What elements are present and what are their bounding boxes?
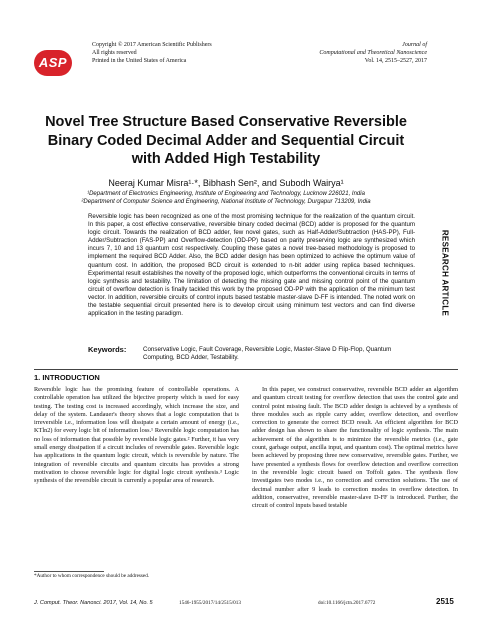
- footer-issn: 1546-1955/2017/14/2515/013: [179, 600, 241, 606]
- keywords: Conservative Logic, Fault Coverage, Reversible Logic, Master-Slave D Flip-Flop, Quantum Computing, BCD Adder, Testability.: [143, 346, 392, 361]
- footnote-divider: [34, 571, 104, 572]
- copyright-line: Copyright © 2017 American Scientific Publishers: [92, 42, 212, 48]
- keywords-label: Keywords:: [88, 345, 127, 354]
- right-column: [252, 386, 458, 510]
- divider: [34, 369, 458, 370]
- footnote: *Author to whom correspondence should be addressed.: [34, 573, 150, 579]
- copyright-block: [92, 41, 212, 65]
- journal-volume: Vol. 14, 2515–2527, 2017: [364, 58, 427, 64]
- journal-name-line2: Computational and Theoretical Nanoscience: [319, 50, 427, 56]
- abstract: Reversible logic has been recognized as one of the most promising technique for the realization of the quantum circuit. In this paper, a cost effective conservative, reversible binary coded decimal (BCD) adder is proposed for the quantum logic circuit. Towards the realization of BCD adder, few novel gates, such as Half-Adder/Subtraction (HAS-PP), Full-Adder/Subtraction (FAS-PP) and Overflow-detection (OD-PP) based on parity preserving logic are synthesized which incurs 7, 10 and 13 quantum cost respectively. Coupling these gates a novel tree-based methodology is proposed to implement the required BCD Adder. Also, the BCD adder design has been optimized to achieve the optimum value of quantum cost. In addition, the proposed BCD circuit is extended to n-bit adder using replica based techniques. Experimental result establishes the novelty of the proposed logic, which outperforms the conventional circuits in terms of logic synthesis and testability. The limitation of detecting the missing gate and missing control point of the quantum circuit of overflow detection is finally tackled this work by the proposed OD-PP with the application of the minimum test vector. In addition, reversible circuits of control inputs based testable master-slave D-FF is intended. The noted work on the testable sequential circuit presented here is to develop circuit using minimum test vectors and can find diverse application in the testing paradigm.: [88, 213, 415, 318]
- footer-citation: J. Comput. Theor. Nanosci. 2017, Vol. 14, No. 5: [34, 600, 153, 606]
- paper-title: Novel Tree Structure Based Conservative Reversible Binary Coded Decimal Adder and Sequential Circuit with Added High Testability: [45, 114, 407, 167]
- authors: Neeraj Kumar Misra¹·*, Bibhash Sen², and Subodh Wairya¹: [108, 178, 344, 188]
- article-type-label: [438, 229, 452, 317]
- page-number: 2515: [436, 597, 454, 606]
- footer-doi: doi:10.1166/jctn.2017.6772: [318, 600, 376, 606]
- section-heading: 1. INTRODUCTION: [34, 373, 100, 382]
- affiliation-1: ¹Department of Electronics Engineering, Institute of Engineering and Technology, Lucknow 226021, India: [87, 191, 365, 197]
- journal-name-line1: Journal of: [402, 42, 427, 48]
- printed-line: Printed in the United States of America: [92, 58, 187, 64]
- journal-block: [319, 41, 427, 65]
- right-paragraph: In this paper, we construct conservative, reversible BCD adder an algorithm and quantum circuit testing for overflow detection that uses the control gate and control point missing fault. The BCD adder design is achieved by a synthesis of three modules such as ripple carry adder, overflow detection, and overflow correction to generate the correct BCD result. An efficient algorithm for BCD adder design has shown to share the functionality of logic synthesis. The main achievement of the algorithm is to minimize the reversible metrics (i.e., gate count, garbage output, ancilla input, and quantum cost). The optimal metrics have been achieved by proposing three new conservative, reversible gates. Further, we have presented a synthesis flows for overflow detection and overflow correction in the reversible logic circuit based on Toffoli gates. The synthesis flow investigates two modes i.e., no correction and correction solutions. The use of decimal number after 9 leads to correction modes in overflow detection. In addition, conservative, reversible master-slave D-FF is introduced. Further, the circuit of control inputs based testable: [252, 386, 458, 510]
- rights-line: All rights reserved: [92, 50, 137, 56]
- left-column: [34, 386, 239, 486]
- affiliations: [40, 190, 412, 206]
- publisher-logo: ASP: [34, 50, 72, 76]
- intro-paragraph: Reversible logic has the promising feature of controllable operations. A controllable operation has utilized the bijective property which is used for easy testing. The testing cost is increased accordingly, which increase the size, and delay of the system. Landauer's theory shows that a logic computation that is irreversible i.e., information loss will dissipate a certain amount of energy (i.e., KTln2) for every logic bit of information loss.¹ Reversible logic computation has no loss of information that possible by reversible logic gates.² Further, it has very small energy dissipation if a circuit includes of reversible gates. Reversible logic has applications in the quantum logic circuit, which is reversible by nature. The integration of reversible circuits and quantum circuits has provides a strong motivation to choose reversible logic for digital logic circuit synthesis.³ Logic synthesis of the reversible circuit is currently a popular area of research.: [34, 386, 239, 485]
- article-type-text: RESEARCH ARTICLE: [440, 229, 450, 317]
- affiliation-2: ²Department of Computer Science and Engineering, National Institute of Technology, Durgapur 713209, India: [81, 199, 371, 205]
